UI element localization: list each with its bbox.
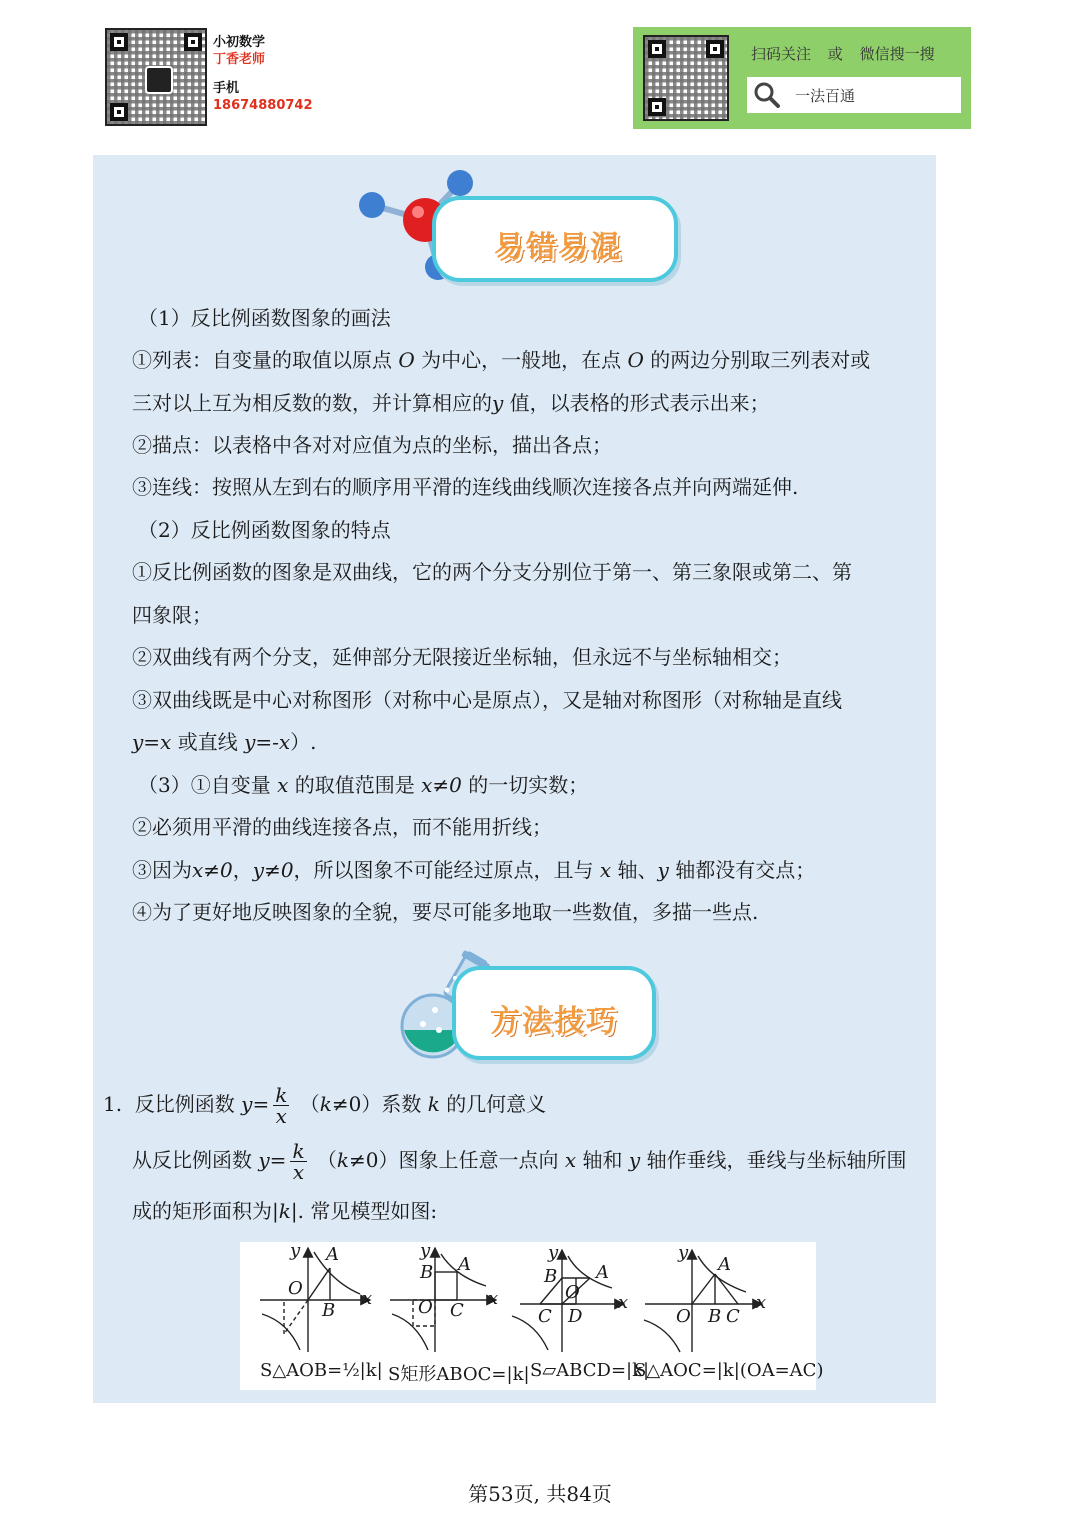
fraction-k-over-x: $\frac{k}{x}$ — [292, 1139, 305, 1184]
fig3-label-c: C — [538, 1306, 552, 1327]
phone-number: 18674880742 — [213, 98, 313, 113]
fraction-k-over-x: $\frac{k}{x}$ — [275, 1083, 288, 1128]
fig4-label-x: x — [756, 1292, 767, 1313]
page-number: 第53页, 共84页 — [468, 1482, 612, 1506]
fig2-label-y: y — [420, 1240, 431, 1261]
s1-line-6: （2）反比例函数图象的特点 — [138, 518, 391, 542]
promo-or-text: 或 — [827, 45, 843, 63]
search-value: 一法百通 — [795, 87, 856, 105]
fig4-label-b: B — [708, 1306, 722, 1327]
fig4-label-o: O — [676, 1306, 691, 1327]
s1-line-12: （3）①自变量 x 的取值范围是 x≠0 的一切实数； — [138, 773, 589, 797]
wechat-search-box[interactable] — [747, 77, 961, 113]
section2-title: 方法技巧 — [490, 1004, 618, 1039]
s1-line-3: 三对以上互为相反数的数，并计算相应的y 值，以表格的形式表示出来； — [132, 391, 770, 415]
fig1-label-y: y — [290, 1240, 301, 1261]
fig3-label-d: D — [568, 1306, 583, 1327]
fig1-label-x: x — [362, 1288, 373, 1309]
section1-title: 易错易混 — [494, 230, 622, 265]
fig2-label-x: x — [488, 1288, 499, 1309]
search-icon — [753, 81, 781, 109]
s2-line-3: 成的矩形面积为|k|. 常见模型如图: — [132, 1199, 438, 1223]
phone-label: 手机 — [213, 81, 240, 96]
s1-line-5: ③连线：按照从左到右的顺序用平滑的连线曲线顺次连接各点并向两端延伸. — [132, 475, 799, 499]
fig4-label-a: A — [718, 1254, 731, 1275]
promo-wechat-text: 微信搜一搜 — [859, 45, 935, 63]
promo-qr-code — [643, 35, 729, 121]
contact-qr-code — [105, 28, 207, 126]
section2-badge — [452, 966, 656, 1060]
s1-line-15: ④为了更好地反映图象的全貌，要尽可能多地取一些数值，多描一些点. — [132, 900, 759, 924]
wechat-icon — [145, 66, 173, 94]
fig3-label-o: O — [565, 1282, 580, 1303]
s1-line-8: 四象限； — [132, 603, 212, 627]
fig2-label-c: C — [450, 1300, 464, 1321]
fig2-label-a: A — [458, 1254, 471, 1275]
section1-badge — [432, 196, 678, 282]
s1-line-4: ②描点：以表格中各对对应值为点的坐标，描出各点； — [132, 433, 612, 457]
fig3-label-y: y — [548, 1242, 559, 1263]
teacher-name: 丁香老师 — [213, 52, 266, 67]
fig1-label-o: O — [288, 1278, 303, 1299]
s1-line-13: ②必须用平滑的曲线连接各点，而不能用折线； — [132, 815, 552, 839]
fig2-label-o: O — [418, 1297, 433, 1318]
fig2-label-b: B — [420, 1262, 434, 1283]
s2-line-2: 从反比例函数 y= $\frac{k}{x}$ （k≠0）图象上任意一点向 x 轴和 y 轴作垂线，垂线与坐标轴所围 — [132, 1139, 907, 1184]
fig1-label-b: B — [322, 1300, 336, 1321]
caption-model-3: S▱ABCD=|k| — [530, 1360, 650, 1381]
caption-model-1: S△AOB=½|k| — [260, 1360, 383, 1381]
fig3-label-x: x — [618, 1292, 629, 1313]
s1-line-9: ②双曲线有两个分支，延伸部分无限接近坐标轴，但永远不与坐标轴相交； — [132, 645, 792, 669]
fig4-label-c: C — [726, 1306, 740, 1327]
s1-line-14: ③因为x≠0，y≠0，所以图象不可能经过原点，且与 x 轴、y 轴都没有交点； — [132, 858, 816, 882]
fig4-label-y: y — [678, 1242, 689, 1263]
brand-label: 小初数学 — [213, 35, 266, 50]
promo-banner — [633, 27, 971, 129]
fig1-label-a: A — [326, 1244, 339, 1265]
caption-model-4: S△AOC=|k|(OA=AC) — [634, 1360, 824, 1381]
s1-line-11: y=x 或直线 y=-x）. — [132, 730, 317, 754]
caption-model-2: S矩形ABOC=|k| — [388, 1364, 530, 1385]
fig3-label-b: B — [544, 1266, 558, 1287]
s1-line-7: ①反比例函数的图象是双曲线，它的两个分支分别位于第一、第三象限或第二、第 — [132, 560, 852, 584]
s1-line-10: ③双曲线既是中心对称图形（对称中心是原点），又是轴对称图形（对称轴是直线 — [132, 688, 842, 712]
s1-line-1: （1）反比例函数图象的画法 — [138, 306, 391, 330]
s2-line-1: 1. 反比例函数 y= $\frac{k}{x}$ （k≠0）系数 k 的几何意义 — [103, 1083, 547, 1128]
hyperbola-models-figure — [240, 1240, 824, 1390]
promo-scan-text: 扫码关注 — [751, 45, 812, 63]
s1-line-2: ①列表：自变量的取值以原点 O 为中心，一般地，在点 O 的两边分别取三列表对或 — [132, 348, 871, 372]
fig3-label-a: A — [596, 1262, 609, 1283]
